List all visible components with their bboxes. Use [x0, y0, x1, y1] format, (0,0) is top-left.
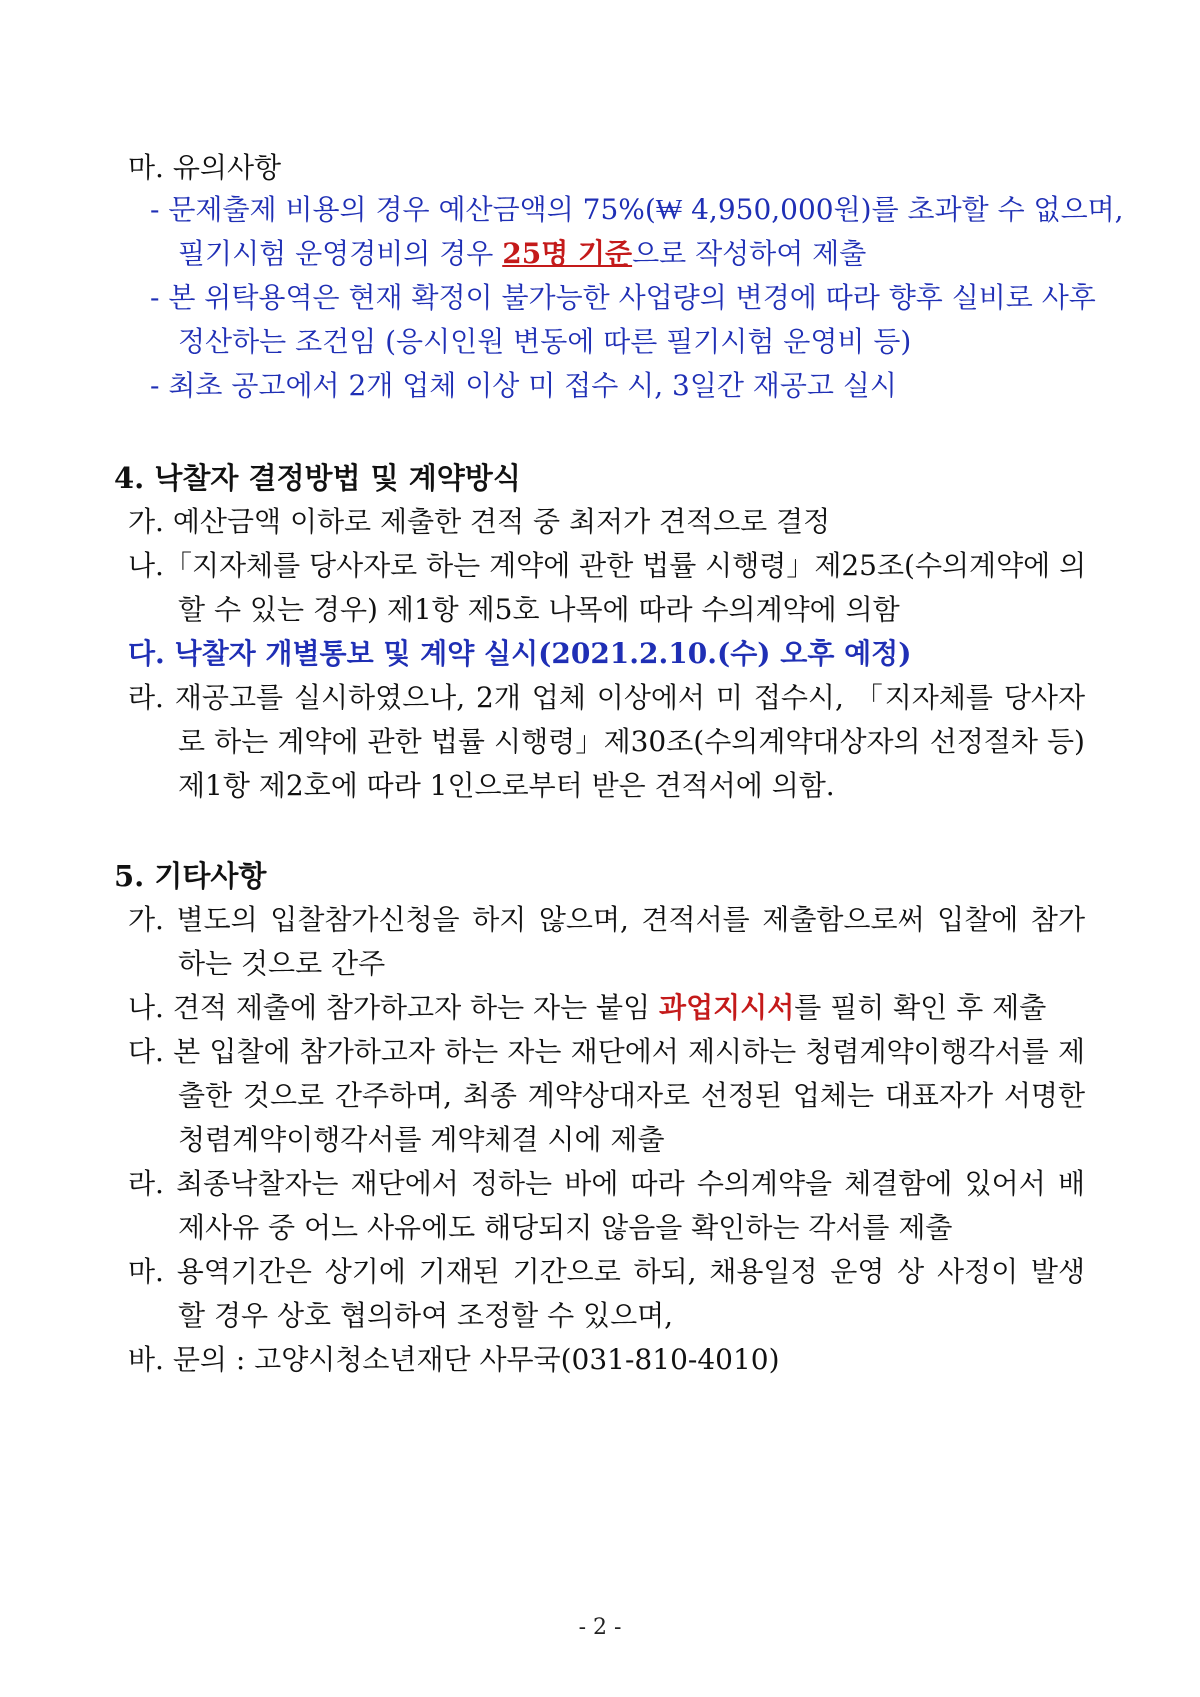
section-5-item-ma-line-2: 할 경우 상호 협의하여 조정할 수 있으며, [178, 1299, 674, 1332]
section-4-item-ga: 가. 예산금액 이하로 제출한 견적 중 최저가 견적으로 결정 [128, 505, 831, 538]
section-5-item-da-line-1: 다. 본 입찰에 참가하고자 하는 자는 재단에서 제시하는 청렴계약이행각서를 제 [128, 1035, 1085, 1068]
section-4-item-ra-line-3: 제1항 제2호에 따라 1인으로부터 받은 견적서에 의함. [178, 769, 835, 802]
section-5-item-da-line-3: 청렴계약이행각서를 계약체결 시에 제출 [178, 1123, 665, 1156]
section-4-item-ra-line-1: 라. 재공고를 실시하였으나, 2개 업체 이상에서 미 접수시, 「지자체를 당사자 [128, 681, 1085, 714]
section-4-item-ra-line-2: 로 하는 계약에 관한 법률 시행령」제30조(수의계약대상자의 선정절차 등) [178, 725, 1085, 758]
caution-item-1-text-a: 필기시험 운영경비의 경우 [178, 237, 503, 270]
section-5-item-ga-line-2: 하는 것으로 간주 [178, 947, 386, 980]
caution-item-3-line-1: - 최초 공고에서 2개 업체 이상 미 접수 시, 3일간 재공고 실시 [150, 369, 897, 402]
section-5-item-ga-line-1: 가. 별도의 입찰참가신청을 하지 않으며, 견적서를 제출함으로써 입찰에 참가 [128, 903, 1085, 936]
section-5-item-na-highlight: 과업지시서 [659, 991, 795, 1024]
section-4-item-na-line-1: 나.「지자체를 당사자로 하는 계약에 관한 법률 시행령」제25조(수의계약에 의 [128, 549, 1087, 582]
section-5-item-na-text-a: 나. 견적 제출에 참가하고자 하는 자는 붙임 [128, 991, 660, 1024]
caution-heading: 마. 유의사항 [128, 151, 282, 184]
caution-item-2-line-2: 정산하는 조건임 (응시인원 변동에 따른 필기시험 운영비 등) [178, 325, 912, 358]
section-5-item-ma-line-1: 마. 용역기간은 상기에 기재된 기간으로 하되, 채용일정 운영 상 사정이 발생 [128, 1255, 1085, 1288]
section-5-item-na-text-b: 를 필히 확인 후 제출 [794, 991, 1047, 1024]
section-5-item-ra-line-2: 제사유 중 어느 사유에도 해당되지 않음을 확인하는 각서를 제출 [178, 1211, 953, 1244]
section-4-item-na-line-2: 할 수 있는 경우) 제1항 제5호 나목에 따라 수의계약에 의함 [178, 593, 900, 626]
caution-item-1-highlight: 25명 기준 [502, 237, 633, 270]
section-5-title: 5. 기타사항 [114, 859, 267, 893]
section-4-title: 4. 낙찰자 결정방법 및 계약방식 [114, 461, 521, 495]
caution-item-1-line-2 [178, 234, 866, 274]
caution-item-1-line-1: - 문제출제 비용의 경우 예산금액의 75%(₩ 4,950,000원)를 초과할 수 없으며, [150, 193, 1124, 226]
section-5-item-da-line-2: 출한 것으로 간주하며, 최종 계약상대자로 선정된 업체는 대표자가 서명한 [178, 1079, 1085, 1112]
section-5-item-na [128, 988, 1046, 1028]
caution-item-2-line-1: - 본 위탁용역은 현재 확정이 불가능한 사업량의 변경에 따라 향후 실비로 사후 [150, 281, 1096, 314]
section-5-item-ba: 바. 문의 : 고양시청소년재단 사무국(031-810-4010) [128, 1343, 780, 1376]
section-5-item-ra-line-1: 라. 최종낙찰자는 재단에서 정하는 바에 따라 수의계약을 체결함에 있어서 배 [128, 1167, 1085, 1200]
section-4-item-da: 다. 낙찰자 개별통보 및 계약 실시(2021.2.10.(수) 오후 예정) [128, 637, 912, 670]
caution-item-1-text-b: 으로 작성하여 제출 [632, 237, 867, 270]
page-number: - 2 - [578, 1615, 622, 1640]
